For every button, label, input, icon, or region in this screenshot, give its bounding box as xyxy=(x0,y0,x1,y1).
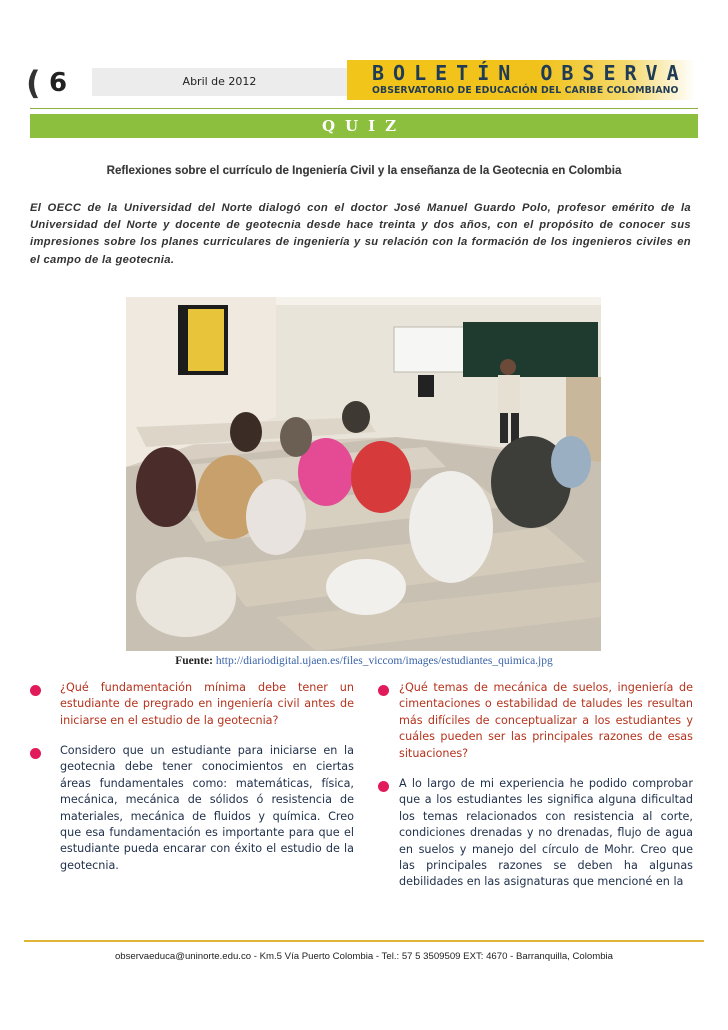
answer-bullet-icon xyxy=(30,748,41,759)
header-divider xyxy=(30,108,698,109)
section-title: QUIZ xyxy=(321,117,407,135)
question-bullet-icon xyxy=(378,685,389,696)
caption-source-link[interactable]: http://diariodigital.ujaen.es/files_viccom/images/estudiantes_quimica.jpg xyxy=(215,655,553,667)
answer-bullet-icon xyxy=(378,781,389,792)
question-2: ¿Qué temas de mecánica de suelos, ingeniería de cimentaciones o estabilidad de taludes les resultan más difíciles de conceptualizar a los estudiantes y cuáles pueden ser las principales razones de esas situaciones? xyxy=(399,681,693,760)
issue-date: Abril de 2012 xyxy=(182,75,257,88)
page-number: 6 xyxy=(48,68,68,98)
answer-1: Considero que un estudiante para iniciarse en la geotecnia debe tener conocimientos en ciertas áreas fundamentales como: matemáticas, física, mecánica, mecánica de sólidos ó resistencia de materiales, mecánica de fluidos y química. Creo que esa fundamentación es importante para que el estudiante pueda encarar con éxito el estudio de la geotecnia. xyxy=(60,744,354,872)
photo-caption xyxy=(30,655,698,667)
answer-2: A lo largo de mi experiencia he podido comprobar que a los estudiantes les significa alguna dificultad los temas relacionados con resistencia al corte, condiciones drenadas y no drenadas, flujo de agua en suelos y manejo del círculo de Mohr. Creo que las principales razones se deben ha algunas debilidades en las asignaturas que mencioné en la xyxy=(399,777,693,889)
question-bullet-icon xyxy=(30,685,41,696)
newsletter-title: BOLETÍN OBSERVA xyxy=(372,61,688,85)
newsletter-subtitle: OBSERVATORIO DE EDUCACIÓN DEL CARIBE COLOMBIANO xyxy=(372,85,679,96)
left-paren-ornament: ( xyxy=(26,64,41,102)
caption-label: Fuente: xyxy=(175,655,213,667)
classroom-photo xyxy=(126,297,601,651)
page-number-box xyxy=(24,64,92,102)
article-intro: El OECC de la Universidad del Norte dialogó con el doctor José Manuel Guardo Polo, profesor emérito de la Universidad del Norte y docente de geotecnia desde hace treinta y dos años, con el propósito de conocer sus impresiones sobre los planes curriculares de ingeniería y su relación con la formación de los ingenieros civiles en el campo de la geotecnia. xyxy=(30,202,691,266)
footer-contact: observaeduca@uninorte.edu.co - Km.5 Vía Puerto Colombia - Tel.: 57 5 3509509 EXT: 4670 - Barranquilla, Colombia xyxy=(114,951,614,962)
article-title: Reflexiones sobre el currículo de Ingeniería Civil y la enseñanza de la Geotecnia en Colombia xyxy=(106,164,622,177)
question-1: ¿Qué fundamentación mínima debe tener un estudiante de pregrado en ingeniería civil antes de iniciarse en el estudio de la geotecnia? xyxy=(60,681,354,727)
footer-divider xyxy=(24,940,704,942)
